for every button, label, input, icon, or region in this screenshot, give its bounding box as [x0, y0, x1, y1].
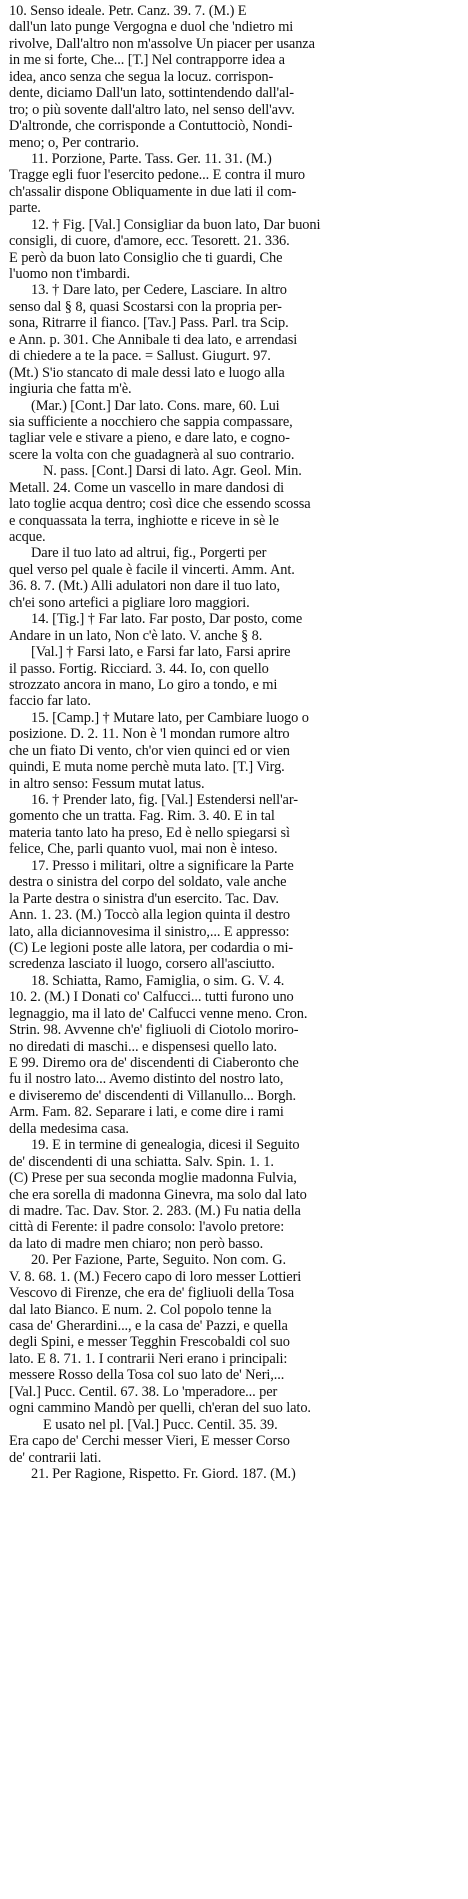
entry-line: N. pass. [Cont.] Darsi di lato. Agr. Geol. Min. [43, 463, 302, 480]
entry-line: 15. [Camp.] † Mutare lato, per Cambiare luogo o [31, 709, 309, 726]
entry-line: (C) Le legioni poste alle latora, per codardia o mi- [9, 939, 294, 956]
entry-line: ogni cammino Mandò per quelli, ch'eran del suo lato. [9, 1400, 311, 1417]
entry-line: Dare il tuo lato ad altrui, fig., Porgerti per [31, 545, 267, 562]
entry-line: Strin. 98. Avvenne ch'e' figliuoli di Ciotolo moriro- [9, 1022, 299, 1039]
entry-line: quindi, E muta nome perchè muta lato. [T.] Virg. [9, 759, 285, 776]
entry-line: sia sufficiente a nocchiero che sappia compassare, [9, 413, 293, 430]
entry-line: parte. [9, 200, 41, 217]
entry-line: de' discendenti di una schiatta. Salv. Spin. 1. 1. [9, 1153, 274, 1170]
entry-line: (Mt.) S'io stancato di male dessi lato e luogo alla [9, 364, 285, 381]
entry-line: (C) Prese per sua seconda moglie madonna Fulvia, [9, 1170, 297, 1187]
entry-line: Era capo de' Cerchi messer Vieri, E messer Corso [9, 1433, 290, 1450]
entry-line: scredenza lasciato il luogo, corsero all'asciutto. [9, 956, 275, 973]
entry-line: legnaggio, ma il lato de' Calfucci venne meno. Cron. [9, 1005, 308, 1022]
entry-line: 14. [Tig.] † Far lato. Far posto, Dar posto, come [31, 611, 303, 628]
entry-line: 10. Senso ideale. Petr. Canz. 39. 7. (M.) E [9, 3, 247, 19]
entry-line: in me si forte, Che... [T.] Nel contrapporre idea a [9, 52, 285, 69]
entry-line: Arm. Fam. 82. Separare i lati, e come dire i rami [9, 1104, 284, 1121]
entry-line: 17. Presso i militari, oltre a significare la Parte [31, 857, 294, 874]
entry-line: 12. † Fig. [Val.] Consigliar da buon lato, Dar buoni [31, 216, 321, 233]
entry-line: consigli, di cuore, d'amore, ecc. Tesorett. 21. 336. [9, 233, 290, 250]
entry-line: felice, Che, parli quanto vuol, mai non è inteso. [9, 841, 278, 858]
entry-line: che un fiato Di vento, ch'or vien quinci ed or vien [9, 742, 290, 759]
entry-line: lato, alla diciannovesima il sinistro,... E appresso: [9, 923, 290, 940]
entry-line: l'uomo non t'imbardi. [9, 266, 131, 282]
entry-line: la Parte destra o sinistra d'un esercito. Tac. Dav. [9, 890, 279, 907]
entry-line: dall'un lato punge Vergogna e duol che 'ndietro mi [9, 19, 294, 36]
entry-line: dente, diciamo Dall'un lato, sottintendendo dall'al- [9, 85, 294, 102]
entry-line: D'altronde, che corrisponde a Contuttociò, Nondi- [9, 118, 293, 135]
entry-line: Metall. 24. Come un vascello in mare dandosi di [9, 479, 285, 496]
entry-line: rivolve, Dall'altro non m'assolve Un piacer per usanza [9, 35, 315, 52]
entry-line: di madre. Tac. Dav. Stor. 2. 283. (M.) Fu natia della [9, 1202, 301, 1219]
entry-line: materia tanto lato ha preso, Ed è nello spiegarsi sì [9, 824, 290, 841]
entry-line: della medesima casa. [9, 1120, 129, 1137]
entry-line: idea, anco senza che segua la locuz. corrispon- [9, 68, 274, 85]
entry-line: e Ann. p. 301. Che Annibale ti dea lato, e arrendasi [9, 331, 298, 348]
entry-line: meno; o, Per contrario. [9, 134, 139, 151]
entry-line: Ann. 1. 23. (M.) Toccò alla legion quinta il destro [9, 907, 290, 924]
entry-line: di chiedere a te la pace. = Sallust. Giugurt. 97. [9, 348, 271, 365]
entry-line: che era sorella di madonna Ginevra, ma solo dal lato [9, 1186, 307, 1203]
entry-line: V. 8. 68. 1. (M.) Fecero capo di loro messer Lottieri [9, 1268, 302, 1285]
entry-line: 10. 2. (M.) I Donati co' Calfucci... tutti furono uno [9, 989, 294, 1006]
entry-line: scere la volta con che guadagnerà al suo contrario. [9, 446, 295, 463]
entry-line: [Val.] † Farsi lato, e Farsi far lato, Farsi aprire [31, 644, 291, 661]
entry-line: fu il nostro lato... Avemo distinto del nostro lato, [9, 1071, 284, 1088]
entry-line: quel verso pel quale è facile il vincerti. Amm. Ant. [9, 561, 295, 578]
entry-line: 11. Porzione, Parte. Tass. Ger. 11. 31. (M.) [31, 150, 272, 167]
entry-line: tro; o più sovente dall'altro lato, nel senso dell'avv. [9, 101, 295, 118]
entry-line: Vescovo di Firenze, che era de' figliuoli della Tosa [9, 1285, 295, 1302]
entry-line: 13. † Dare lato, per Cedere, Lasciare. In altro [31, 282, 287, 299]
entry-line: 20. Per Fazione, Parte, Seguito. Non com. G. [31, 1252, 286, 1269]
entry-line: posizione. D. 2. 11. Non è 'l mondan rumore altro [9, 726, 290, 743]
entry-line: strozzato ancora in mano, Lo giro a tondo, e mi [9, 676, 278, 693]
entry-line: e diviseremo de' discendenti di Villanullo... Borgh. [9, 1087, 296, 1104]
entry-line: ingiuria che fatta m'è. [9, 381, 132, 398]
entry-line: no diredati di maschi... e dispensesi quello lato. [9, 1038, 277, 1055]
entry-line: casa de' Gherardini..., e la casa de' Pazzi, e quella [9, 1318, 288, 1334]
entry-line: Andare in un lato, Non c'è lato. V. anche § 8. [9, 627, 263, 644]
entry-line: sona, Ritrarre il fianco. [Tav.] Pass. Parl. tra Scip. [9, 315, 289, 332]
entry-line: tagliar vele e stivare a pieno, e dare lato, e cogno- [9, 430, 290, 447]
entry-line: 36. 8. 7. (Mt.) Alli adulatori non dare il tuo lato, [9, 578, 280, 595]
entry-line: (Mar.) [Cont.] Dar lato. Cons. mare, 60. Lui [31, 397, 280, 414]
entry-line: lato toglie acqua dentro; così dice che essendo scossa [9, 496, 311, 513]
entry-line: Tragge egli fuor l'esercito pedone... E contra il muro [9, 167, 305, 184]
entry-line: 19. E in termine di genealogia, dicesi il Seguito [31, 1137, 300, 1154]
entry-line: destra o sinistra del corpo del soldato, vale anche [9, 874, 287, 891]
entry-line: degli Spini, e messer Tegghin Frescobaldi col suo [9, 1334, 290, 1351]
entry-line: 21. Per Ragione, Rispetto. Fr. Giord. 187. (M.) [31, 1465, 296, 1482]
entry-line: ch'ei sono artefici a pigliare loro maggiori. [9, 594, 250, 611]
entry-line: città di Ferente: il padre consolo: l'avolo pretore: [9, 1219, 285, 1236]
entry-line: [Val.] Pucc. Centil. 67. 38. Lo 'mperadore... per [9, 1383, 278, 1400]
entry-line: da lato di madre men chiaro; non però basso. [9, 1235, 264, 1252]
entry-line: e conquassata la terra, inghiotte e riceve in sè le [9, 512, 279, 529]
entry-line: acque. [9, 529, 46, 545]
entry-line: faccio far lato. [9, 693, 91, 710]
entry-line: senso dal § 8, quasi Scostarsi con la propria per- [9, 298, 282, 315]
entry-line: lato. E 8. 71. 1. I contrarii Neri erano i principali: [9, 1350, 288, 1367]
entry-line: E però da buon lato Consiglio che ti guardi, Che [9, 249, 283, 266]
entry-line: gomento che un tratta. Fag. Rim. 3. 40. E in tal [9, 808, 275, 825]
entry-line: E usato nel pl. [Val.] Pucc. Centil. 35. 39. [43, 1416, 278, 1433]
entry-line: E 99. Diremo ora de' discendenti di Ciaberonto che [9, 1055, 299, 1071]
entry-line: messere Rosso della Tosa col suo lato de' Neri,... [9, 1367, 285, 1384]
entry-line: dal lato Bianco. E num. 2. Col popolo tenne la [9, 1301, 272, 1318]
entry-line: 18. Schiatta, Ramo, Famiglia, o sim. G. V. 4. [31, 972, 285, 989]
entry-line: 16. † Prender lato, fig. [Val.] Estendersi nell'ar- [31, 792, 298, 808]
entry-line: in altro senso: Fessum mutat latus. [9, 775, 205, 792]
entry-line: ch'assalir dispone Obliquamente in due lati il com- [9, 183, 297, 200]
entry-line: de' contrarii lati. [9, 1449, 102, 1466]
entry-line: il passo. Fortig. Ricciard. 3. 44. Io, con quello [9, 660, 269, 677]
